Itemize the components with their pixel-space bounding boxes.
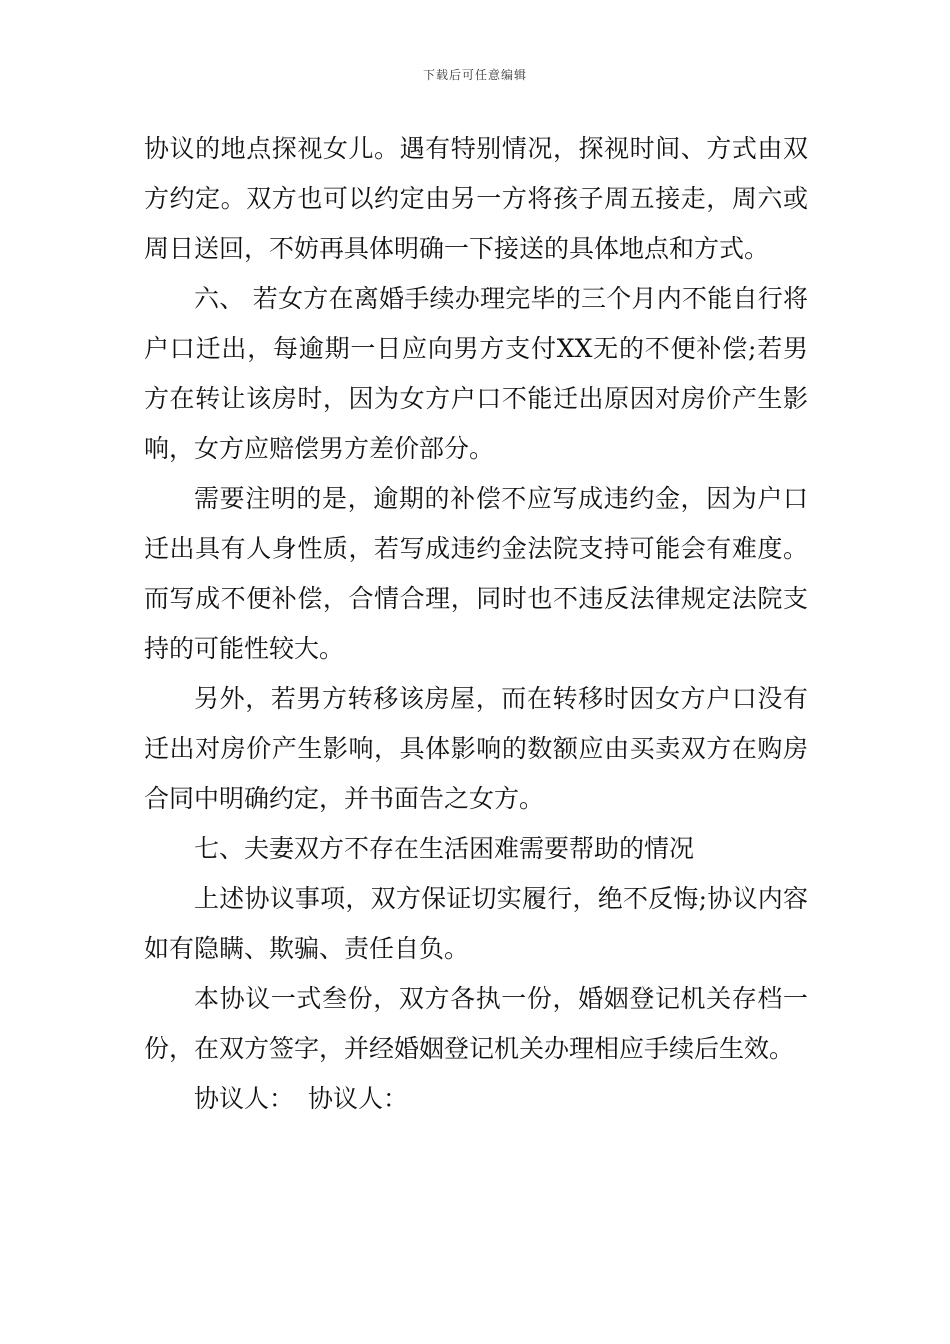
signature-party-a: 协议人：: [194, 1084, 295, 1113]
signature-line: [144, 1074, 808, 1124]
paragraph-copies: 本协议一式叁份，双方各执一份，婚姻登记机关存档一份，在双方签字，并经婚姻登记机关办理相应手续后生效。: [144, 984, 808, 1063]
page-header: 下载后可任意编辑: [422, 68, 527, 82]
paragraph-clause-six: 六、 若女方在离婚手续办理完毕的三个月内不能自行将户口迁出，每逾期一日应向男方支付XX无的不便补偿;若男方在转让该房时，因为女方户口不能迁出原因对房价产生影响，女方应赔偿男方差价部分。: [144, 284, 808, 463]
paragraph-house-transfer: 另外，若男方转移该房屋，而在转移时因女方户口没有迁出对房价产生影响，具体影响的数额应由买卖双方在购房合同中明确约定，并书面告之女方。: [144, 684, 808, 813]
signature-party-b: 协议人：: [308, 1084, 409, 1113]
paragraph-compensation-note: 需要注明的是，逾期的补偿不应写成违约金，因为户口迁出具有人身性质，若写成违约金法院支持可能会有难度。而写成不便补偿，合情合理，同时也不违反法律规定法院支持的可能性较大。: [144, 484, 808, 663]
paragraph-guarantee: 上述协议事项，双方保证切实履行，绝不反悔;协议内容如有隐瞒、欺骗、责任自负。: [144, 884, 808, 963]
document-body: [144, 124, 808, 1124]
paragraph-clause-seven: 七、夫妻双方不存在生活困难需要帮助的情况: [194, 834, 695, 863]
paragraph-visitation: 协议的地点探视女儿。遇有特别情况，探视时间、方式由双方约定。双方也可以约定由另一方将孩子周五接走，周六或周日送回，不妨再具体明确一下接送的具体地点和方式。: [144, 134, 808, 263]
